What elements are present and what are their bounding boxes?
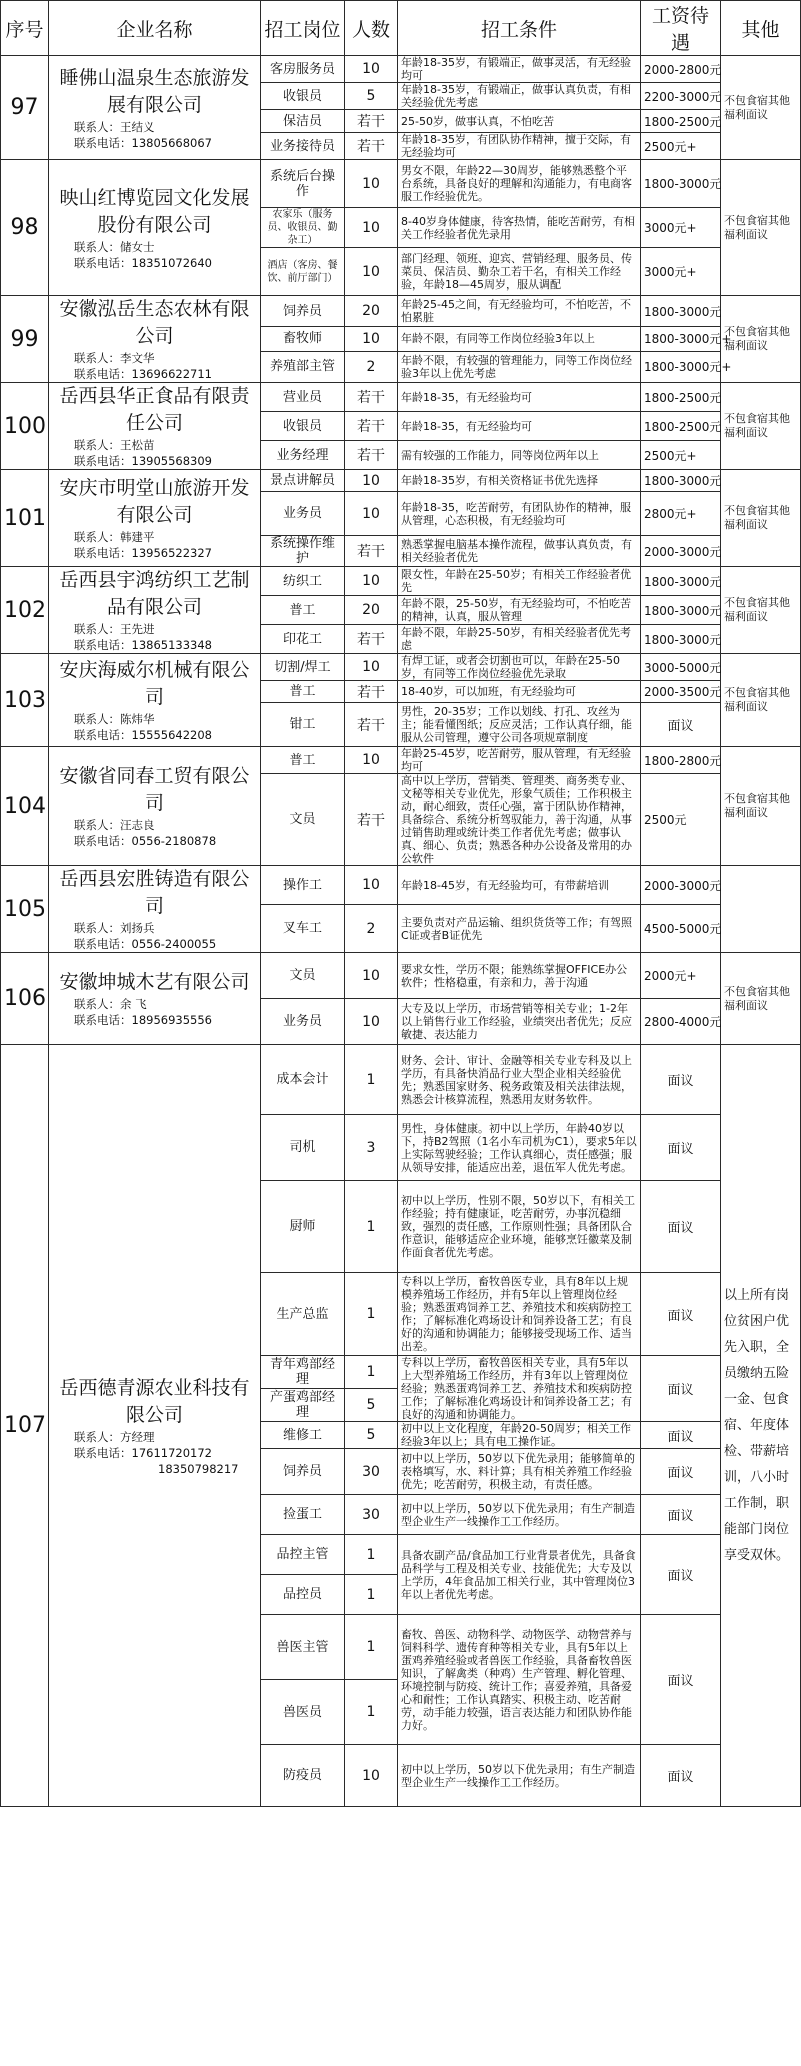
company-number: 104 xyxy=(1,747,49,866)
requirements-cell: 初中以上学历，50岁以下优先录用；有生产制造型企业生产一线操作工工作经历。 xyxy=(398,1745,641,1807)
position-cell: 收银员 xyxy=(261,412,345,441)
position-cell: 系统操作维护 xyxy=(261,536,345,567)
count-cell: 1 xyxy=(345,1575,398,1615)
wage-cell: 2000-3000元 xyxy=(641,536,721,567)
position-cell: 酒店（客房、餐饮、前厅部门） xyxy=(261,248,345,296)
company-cell xyxy=(49,866,261,953)
position-cell: 钳工 xyxy=(261,703,345,747)
count-cell: 10 xyxy=(345,470,398,492)
wage-cell: 1800-3000元 xyxy=(641,596,721,625)
wage-cell: 2800-4000元 xyxy=(641,999,721,1045)
count-cell: 10 xyxy=(345,208,398,248)
position-cell: 农家乐（服务员、收银员、勤杂工） xyxy=(261,208,345,248)
count-cell: 1 xyxy=(345,1615,398,1680)
wage-cell: 面议 xyxy=(641,1615,721,1745)
count-cell: 10 xyxy=(345,327,398,351)
wage-cell: 2000元+ xyxy=(641,953,721,999)
company-phone: 联系电话：18351072640 xyxy=(74,255,212,270)
count-cell: 2 xyxy=(345,351,398,382)
wage-cell: 2800元+ xyxy=(641,492,721,536)
table-row xyxy=(1,296,801,327)
wage-cell: 面议 xyxy=(641,703,721,747)
company-cell xyxy=(49,56,261,160)
requirements-cell: 财务、会计、审计、金融等相关专业专科及以上学历，有具备快消品行业大型企业相关经验优先；熟悉国家财务、税务政策及相关法律法规，熟悉会计核算流程，熟悉用友财务软件。 xyxy=(398,1045,641,1115)
position-cell: 兽医员 xyxy=(261,1680,345,1745)
requirements-cell: 男女不限，年龄22—30周岁，能够熟悉整个平台系统，具备良好的理解和沟通能力，有电商客服工作经验优先。 xyxy=(398,160,641,208)
wage-cell: 面议 xyxy=(641,1422,721,1449)
position-cell: 客房服务员 xyxy=(261,56,345,83)
position-cell: 品控主管 xyxy=(261,1535,345,1575)
position-cell: 防疫员 xyxy=(261,1745,345,1807)
company-name: 映山红博览园文化发展股份有限公司 xyxy=(59,186,250,236)
wage-cell: 面议 xyxy=(641,1449,721,1495)
company-contact: 联系人：刘扬兵 xyxy=(74,921,155,935)
company-phone: 联系电话：13905568309 xyxy=(74,454,212,468)
position-cell: 饲养员 xyxy=(261,1449,345,1495)
requirements-cell: 年龄不限，有较强的管理能力，同等工作岗位经验3年以上优先考虑 xyxy=(398,351,641,382)
position-cell: 司机 xyxy=(261,1115,345,1181)
other-benefits-cell: 不包食宿其他福利面议 xyxy=(721,654,801,747)
requirements-cell: 年龄18-35岁，有团队协作精神，擅于交际，有无经验均可 xyxy=(398,133,641,160)
count-cell: 3 xyxy=(345,1115,398,1181)
table-row xyxy=(1,953,801,999)
position-cell: 生产总监 xyxy=(261,1273,345,1356)
requirements-cell: 年龄18-35，吃苦耐劳，有团队协作的精神，服从管理，心态积极，有无经验均可 xyxy=(398,492,641,536)
position-cell: 保洁员 xyxy=(261,110,345,133)
count-cell: 1 xyxy=(345,1045,398,1115)
header-other: 其他 xyxy=(721,1,801,56)
wage-cell: 1800-3000元 xyxy=(641,160,721,208)
table-row xyxy=(1,56,801,83)
company-cell xyxy=(49,383,261,470)
table-row xyxy=(1,470,801,492)
count-cell: 10 xyxy=(345,248,398,296)
requirements-cell: 具备农副产品/食品加工行业背景者优先，具备食品科学与工程及相关专业、技能优先；大专及以上学历，4年食品加工相关行业，其中管理岗位3年以上者优先考虑。 xyxy=(398,1535,641,1615)
company-cell xyxy=(49,747,261,866)
wage-cell: 2500元 xyxy=(641,774,721,866)
position-cell: 普工 xyxy=(261,681,345,703)
wage-cell: 3000元+ xyxy=(641,208,721,248)
count-cell: 若干 xyxy=(345,412,398,441)
requirements-cell: 年龄18-45岁，有无经验均可，有带薪培训 xyxy=(398,866,641,905)
company-contact: 联系人：李文华 xyxy=(74,351,155,365)
count-cell: 20 xyxy=(345,296,398,327)
count-cell: 若干 xyxy=(345,441,398,470)
position-cell: 收银员 xyxy=(261,83,345,110)
company-number: 105 xyxy=(1,866,49,953)
company-phone: 联系电话：15555642208 xyxy=(74,728,212,742)
wage-cell: 2000-2800元 xyxy=(641,56,721,83)
requirements-cell: 年龄不限，有同等工作岗位经验3年以上 xyxy=(398,327,641,351)
count-cell: 5 xyxy=(345,1422,398,1449)
count-cell: 1 xyxy=(345,1181,398,1273)
position-cell: 文员 xyxy=(261,953,345,999)
wage-cell: 面议 xyxy=(641,1495,721,1535)
position-cell: 业务经理 xyxy=(261,441,345,470)
count-cell: 1 xyxy=(345,1535,398,1575)
count-cell: 10 xyxy=(345,866,398,905)
other-benefits-cell: 不包食宿其他福利面议 xyxy=(721,56,801,160)
wage-cell: 1800-3000元 xyxy=(641,567,721,596)
count-cell: 10 xyxy=(345,999,398,1045)
position-cell: 营业员 xyxy=(261,383,345,412)
position-cell: 畜牧师 xyxy=(261,327,345,351)
requirements-cell: 年龄18-35岁，有锻端正，做事认真负责，有相关经验优先考虑 xyxy=(398,83,641,110)
company-contact: 联系人：韩建平 xyxy=(74,530,155,544)
wage-cell: 2000-3000元 xyxy=(641,866,721,905)
position-cell: 兽医主管 xyxy=(261,1615,345,1680)
count-cell: 5 xyxy=(345,1389,398,1422)
wage-cell: 3000-5000元 xyxy=(641,654,721,681)
count-cell: 若干 xyxy=(345,133,398,160)
count-cell: 若干 xyxy=(345,536,398,567)
company-contact: 联系人：储女士 xyxy=(74,239,155,254)
position-cell: 印花工 xyxy=(261,625,345,654)
requirements-cell: 初中以上学历，50岁以下优先录用；能够简单的表格填写，水、料计算；具有相关养殖工作经验优先；吃苦耐劳，积极主动，有责任感。 xyxy=(398,1449,641,1495)
position-cell: 成本会计 xyxy=(261,1045,345,1115)
header-no: 序号 xyxy=(1,1,49,56)
requirements-cell: 男性，身体健康。初中以上学历，年龄40岁以下，持B2驾照（1名小车司机为C1），要求5年以上实际驾驶经验；工作认真细心，责任感强；服从领导安排，能适应出差，退伍军人优先考虑。 xyxy=(398,1115,641,1181)
company-contact: 联系人：王松苗 xyxy=(74,438,155,452)
company-name: 安庆市明堂山旅游开发有限公司 xyxy=(59,477,250,526)
count-cell: 若干 xyxy=(345,110,398,133)
count-cell: 10 xyxy=(345,1745,398,1807)
company-phone: 联系电话：18956935556 xyxy=(74,1013,212,1027)
count-cell: 30 xyxy=(345,1449,398,1495)
requirements-cell: 畜牧、兽医、动物科学、动物医学、动物营养与饲料科学、遗传育种等相关专业，具有5年以上蛋鸡养殖经验或者兽医工作经验，具备畜牧兽医知识，了解禽类（种鸡）生产管理、孵化管理、环境控制与防疫、统计工作；喜爱养殖，具备爱心和耐性；工作认真踏实、积极主动、吃苦耐劳，动手能力较强，语言表达能力和团队协作能力好。 xyxy=(398,1615,641,1745)
count-cell: 1 xyxy=(345,1356,398,1389)
table-row xyxy=(1,567,801,596)
position-cell: 养殖部主管 xyxy=(261,351,345,382)
count-cell: 10 xyxy=(345,56,398,83)
count-cell: 若干 xyxy=(345,681,398,703)
table-row xyxy=(1,383,801,412)
position-cell: 品控员 xyxy=(261,1575,345,1615)
wage-cell: 1800-3000元+ xyxy=(641,327,721,351)
position-cell: 操作工 xyxy=(261,866,345,905)
company-number: 100 xyxy=(1,383,49,470)
wage-cell: 2200-3000元 xyxy=(641,83,721,110)
wage-cell: 1800-3000元+ xyxy=(641,351,721,382)
requirements-cell: 专科以上学历，畜牧兽医相关专业，具有5年以上大型养殖场工作经历，并有3年以上管理岗位经验；熟悉蛋鸡饲养工艺、养殖技术和疾病防控工作；了解标准化鸡场设计和饲养设备工艺；有良好的沟通和协调能力。 xyxy=(398,1356,641,1422)
position-cell: 产蛋鸡部经理 xyxy=(261,1389,345,1422)
requirements-cell: 部门经理、领班、迎宾、营销经理、服务员、传菜员、保洁员、勤杂工若干名，有相关工作经验，年龄18—45周岁，服从调配 xyxy=(398,248,641,296)
count-cell: 20 xyxy=(345,596,398,625)
other-benefits-cell: 不包食宿其他福利面议 xyxy=(721,383,801,470)
requirements-cell: 男性，20-35岁；工作以划线、打孔、攻丝为主；能看懂图纸；反应灵活；工作认真仔细，能服从公司管理，遵守公司各项规章制度 xyxy=(398,703,641,747)
position-cell: 切割/焊工 xyxy=(261,654,345,681)
count-cell: 10 xyxy=(345,567,398,596)
job-table-body xyxy=(1,56,801,1807)
company-contact: 联系人：汪志良 xyxy=(74,818,155,832)
count-cell: 10 xyxy=(345,160,398,208)
wage-cell: 1800-3000元 xyxy=(641,470,721,492)
company-name: 安徽省同春工贸有限公司 xyxy=(59,765,250,814)
other-benefits-cell: 不包食宿其他福利面议 xyxy=(721,953,801,1045)
wage-cell: 1800-3000元 xyxy=(641,625,721,654)
company-number: 99 xyxy=(1,296,49,383)
company-cell xyxy=(49,953,261,1045)
header-wage: 工资待遇 xyxy=(641,1,721,56)
wage-cell: 面议 xyxy=(641,1115,721,1181)
requirements-cell: 年龄18-35岁，有锻端正，做事灵活，有无经验均可 xyxy=(398,56,641,83)
wage-cell: 面议 xyxy=(641,1535,721,1615)
requirements-cell: 大专及以上学历，市场营销等相关专业；1-2年以上销售行业工作经验，业绩突出者优先；反应敏捷、表达能力 xyxy=(398,999,641,1045)
requirements-cell: 初中以上学历，50岁以下优先录用；有生产制造型企业生产一线操作工工作经历。 xyxy=(398,1495,641,1535)
wage-cell: 1800-2500元 xyxy=(641,110,721,133)
company-name: 睡佛山温泉生态旅游发展有限公司 xyxy=(59,66,250,116)
company-name: 岳西县华正食品有限责任公司 xyxy=(59,385,250,434)
company-contact: 联系人：陈炜华 xyxy=(74,712,155,726)
wage-cell: 2500元+ xyxy=(641,133,721,160)
count-cell: 10 xyxy=(345,747,398,774)
requirements-cell: 需有较强的工作能力，同等岗位两年以上 xyxy=(398,441,641,470)
company-number: 107 xyxy=(1,1045,49,1807)
requirements-cell: 年龄18-35岁，有相关资格证书优先选择 xyxy=(398,470,641,492)
table-row xyxy=(1,160,801,208)
position-cell: 业务员 xyxy=(261,492,345,536)
count-cell: 30 xyxy=(345,1495,398,1535)
company-cell xyxy=(49,654,261,747)
company-phone: 联系电话：0556-2180878 xyxy=(74,834,217,848)
position-cell: 青年鸡部经理 xyxy=(261,1356,345,1389)
company-phone: 联系电话：17611720172 xyxy=(74,1445,212,1460)
requirements-cell: 年龄18-35，有无经验均可 xyxy=(398,383,641,412)
company-number: 103 xyxy=(1,654,49,747)
requirements-cell: 年龄25-45之间，有无经验均可，不怕吃苦，不怕累脏 xyxy=(398,296,641,327)
requirements-cell: 18-40岁，可以加班，有无经验均可 xyxy=(398,681,641,703)
company-cell xyxy=(49,296,261,383)
position-cell: 饲养员 xyxy=(261,296,345,327)
company-number: 98 xyxy=(1,160,49,296)
other-benefits-cell: 不包食宿其他福利面议 xyxy=(721,747,801,866)
company-contact: 联系人：王结义 xyxy=(74,119,155,134)
requirements-cell: 年龄25-45岁，吃苦耐劳，服从管理，有无经验均可 xyxy=(398,747,641,774)
company-contact: 联系人：王先进 xyxy=(74,622,155,636)
company-phone: 联系电话：0556-2400055 xyxy=(74,937,217,951)
company-cell xyxy=(49,1045,261,1807)
company-contact: 联系人：余 飞 xyxy=(74,997,147,1011)
wage-cell: 2000-3500元 xyxy=(641,681,721,703)
table-row xyxy=(1,866,801,905)
company-name: 岳西县宏胜铸造有限公司 xyxy=(59,868,250,917)
requirements-cell: 有焊工证，或者会切割也可以，年龄在25-50岁，有同等工作岗位经验优先录取 xyxy=(398,654,641,681)
position-cell: 普工 xyxy=(261,747,345,774)
wage-cell: 面议 xyxy=(641,1045,721,1115)
company-cell xyxy=(49,160,261,296)
position-cell: 文员 xyxy=(261,774,345,866)
other-benefits-cell: 不包食宿其他福利面议 xyxy=(721,567,801,654)
position-cell: 捡蛋工 xyxy=(261,1495,345,1535)
company-name: 安徽坤城木艺有限公司 xyxy=(59,971,250,993)
position-cell: 纺织工 xyxy=(261,567,345,596)
other-benefits-cell: 以上所有岗位贫困户优先入职，全员缴纳五险一金、包食宿、年度体检、带薪培训，八小时工作制，职能部门岗位享受双休。 xyxy=(721,1045,801,1807)
count-cell: 若干 xyxy=(345,383,398,412)
requirements-cell: 8-40岁身体健康，待客热情，能吃苦耐劳，有相关工作经验者优先录用 xyxy=(398,208,641,248)
wage-cell: 1800-2800元 xyxy=(641,747,721,774)
company-number: 97 xyxy=(1,56,49,160)
position-cell: 厨师 xyxy=(261,1181,345,1273)
header-requirements: 招工条件 xyxy=(398,1,641,56)
header-position: 招工岗位 xyxy=(261,1,345,56)
wage-cell: 面议 xyxy=(641,1181,721,1273)
count-cell: 10 xyxy=(345,654,398,681)
count-cell: 10 xyxy=(345,492,398,536)
header-count: 人数 xyxy=(345,1,398,56)
position-cell: 景点讲解员 xyxy=(261,470,345,492)
other-benefits-cell: 不包食宿其他福利面议 xyxy=(721,296,801,383)
company-phone: 联系电话：13696622711 xyxy=(74,367,212,381)
count-cell: 若干 xyxy=(345,625,398,654)
company-phone: 联系电话：13805668067 xyxy=(74,135,212,150)
wage-cell: 面议 xyxy=(641,1745,721,1807)
header-row xyxy=(1,1,801,56)
position-cell: 业务员 xyxy=(261,999,345,1045)
requirements-cell: 25-50岁，做事认真，不怕吃苦 xyxy=(398,110,641,133)
count-cell: 2 xyxy=(345,905,398,953)
requirements-cell: 主要负责对产品运输、组织货货等工作；有驾照C证或者B证优先 xyxy=(398,905,641,953)
company-cell xyxy=(49,470,261,567)
other-benefits-cell xyxy=(721,866,801,953)
wage-cell: 1800-3000元 xyxy=(641,296,721,327)
header-company: 企业名称 xyxy=(49,1,261,56)
wage-cell: 3000元+ xyxy=(641,248,721,296)
table-row xyxy=(1,1045,801,1115)
company-phone: 联系电话：13865133348 xyxy=(74,638,212,652)
table-row xyxy=(1,747,801,774)
other-benefits-cell: 不包食宿其他福利面议 xyxy=(721,470,801,567)
requirements-cell: 年龄不限，年龄25-50岁，有相关经验者优先考虑 xyxy=(398,625,641,654)
requirements-cell: 专科以上学历，畜牧兽医专业，具有8年以上规模养殖场工作经历，并有5年以上管理岗位经验；熟悉蛋鸡饲养工艺、养殖技术和疾病防控工作；了解标准化鸡场设计和饲养设备工艺；有良好的沟通和协调能力；能够接受现场工作、适当出差。 xyxy=(398,1273,641,1356)
requirements-cell: 年龄18-35，有无经验均可 xyxy=(398,412,641,441)
company-name: 安徽泓岳生态农林有限公司 xyxy=(59,298,250,347)
count-cell: 1 xyxy=(345,1273,398,1356)
company-phone: 联系电话：13956522327 xyxy=(74,546,212,560)
wage-cell: 1800-2500元 xyxy=(641,383,721,412)
position-cell: 系统后台操作 xyxy=(261,160,345,208)
company-number: 101 xyxy=(1,470,49,567)
company-contact: 联系人：方经理 xyxy=(74,1429,155,1444)
requirements-cell: 高中以上学历，营销类、管理类、商务类专业、文秘等相关专业优先，形象气质佳；工作积极主动，耐心细致，责任心强，富于团队协作精神，具备综合、系统分析驾驭能力，善于沟通，从事过销售助理或统计类工作者优先考虑；做事认真、细心、负责；熟悉各种办公设备及常用的办公软件 xyxy=(398,774,641,866)
count-cell: 5 xyxy=(345,83,398,110)
wage-cell: 4500-5000元 xyxy=(641,905,721,953)
company-phone-2: 18350798217 xyxy=(158,1461,239,1476)
count-cell: 若干 xyxy=(345,774,398,866)
company-number: 106 xyxy=(1,953,49,1045)
requirements-cell: 熟悉掌握电脑基本操作流程，做事认真负责，有相关经验者优先 xyxy=(398,536,641,567)
position-cell: 业务接待员 xyxy=(261,133,345,160)
position-cell: 叉车工 xyxy=(261,905,345,953)
count-cell: 10 xyxy=(345,953,398,999)
requirements-cell: 要求女性，学历不限；能熟练掌握OFFICE办公软件；性格稳重，有亲和力，善于沟通 xyxy=(398,953,641,999)
wage-cell: 面议 xyxy=(641,1273,721,1356)
company-cell xyxy=(49,567,261,654)
wage-cell: 2500元+ xyxy=(641,441,721,470)
count-cell: 若干 xyxy=(345,703,398,747)
count-cell: 1 xyxy=(345,1680,398,1745)
company-name: 安庆海威尔机械有限公司 xyxy=(59,659,250,708)
company-name: 岳西德青源农业科技有限公司 xyxy=(59,1376,250,1426)
requirements-cell: 初中以上学历，性别不限，50岁以下，有相关工作经验；持有健康证，吃苦耐劳，办事沉稳细致，强烈的责任感，工作原则性强；具备团队合作意识，能够适应企业环境，能够烹饪徽菜及制作面食者优先考虑。 xyxy=(398,1181,641,1273)
requirements-cell: 初中以上文化程度，年龄20-50周岁；相关工作经验3年以上；具有电工操作证。 xyxy=(398,1422,641,1449)
requirements-cell: 年龄不限，25-50岁，有无经验均可，不怕吃苦的精神，认真，服从管理 xyxy=(398,596,641,625)
position-cell: 维修工 xyxy=(261,1422,345,1449)
requirements-cell: 限女性，年龄在25-50岁；有相关工作经验者优先 xyxy=(398,567,641,596)
table-row xyxy=(1,654,801,681)
wage-cell: 面议 xyxy=(641,1356,721,1422)
position-cell: 普工 xyxy=(261,596,345,625)
wage-cell: 1800-2500元 xyxy=(641,412,721,441)
company-number: 102 xyxy=(1,567,49,654)
company-name: 岳西县宇鸿纺织工艺制品有限公司 xyxy=(59,569,250,618)
other-benefits-cell: 不包食宿其他福利面议 xyxy=(721,160,801,296)
